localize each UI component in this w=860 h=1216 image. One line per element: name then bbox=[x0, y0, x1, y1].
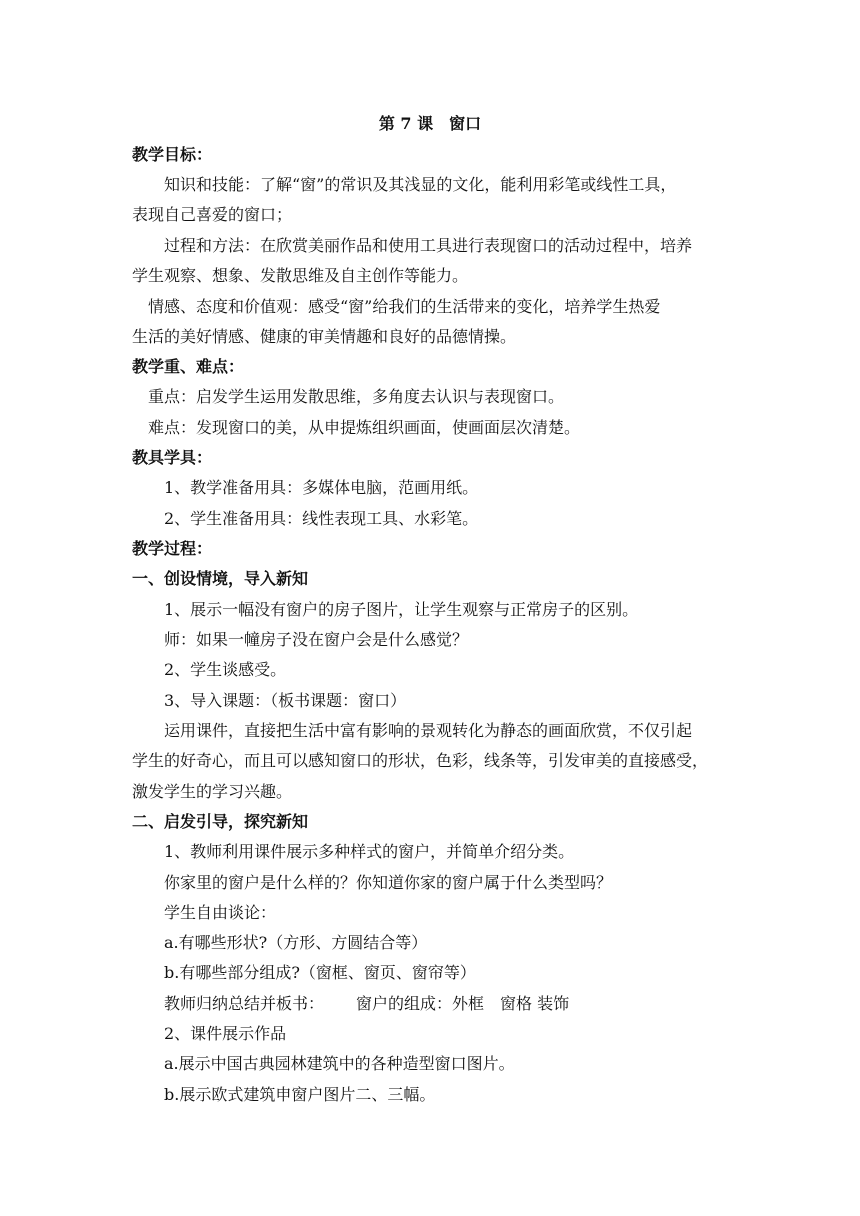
paragraph-line: 你家里的窗户是什么样的？你知道你家的窗户属于什么类型吗？ bbox=[164, 873, 613, 892]
paragraph-line: 师：如果一幢房子没在窗户会是什么感觉？ bbox=[164, 630, 469, 649]
paragraph-line: 学生的好奇心，而且可以感知窗口的形状，色彩，线条等，引发审美的直接感受， bbox=[132, 751, 709, 770]
paragraph-line bbox=[164, 994, 764, 1014]
list-item: a.有哪些形状?（方形、方圆结合等） bbox=[164, 933, 428, 952]
list-item: 2、学生谈感受。 bbox=[164, 660, 287, 679]
list-item: 2、学生准备用具：线性表现工具、水彩笔。 bbox=[164, 509, 479, 528]
list-item: a.展示中国古典园林建筑中的各种造型窗口图片。 bbox=[164, 1054, 515, 1073]
list-item: 1、教师利用课件展示多种样式的窗户，并简单介绍分类。 bbox=[164, 842, 575, 861]
paragraph-line: 情感、态度和价值观：感受“窗”给我们的生活带来的变化，培养学生热爱 bbox=[148, 297, 661, 316]
section-heading-objectives: 教学目标： bbox=[132, 145, 213, 164]
paragraph-line: 生活的美好情感、健康的审美情趣和良好的品德情操。 bbox=[132, 327, 517, 346]
paragraph-line: 重点：启发学生运用发散思维，多角度去认识与表现窗口。 bbox=[148, 387, 565, 406]
paragraph-line: 难点：发现窗口的美，从申提炼组织画面，使画面层次清楚。 bbox=[148, 418, 581, 437]
list-item: b.展示欧式建筑申窗户图片二、三幅。 bbox=[164, 1085, 436, 1104]
paragraph-line: 学生自由谈论： bbox=[164, 903, 277, 922]
paragraph-line: 表现自己喜爱的窗口； bbox=[132, 205, 293, 224]
lesson-title: 第 7 课 窗口 bbox=[378, 114, 482, 133]
paragraph-line: 运用课件，直接把生活中富有影响的景观转化为静态的画面欣赏，不仅引起 bbox=[164, 721, 693, 740]
paragraph-line: 激发学生的学习兴趣。 bbox=[132, 782, 293, 801]
section-heading-tools: 教具学具： bbox=[132, 448, 213, 467]
list-item: 3、导入课题：（板书课题：窗口） bbox=[164, 691, 407, 710]
section-heading-process: 教学过程： bbox=[132, 539, 213, 558]
paragraph-line: 过程和方法：在欣赏美丽作品和使用工具进行表现窗口的活动过程中，培养 bbox=[164, 236, 693, 255]
list-item: 2、课件展示作品 bbox=[164, 1024, 287, 1043]
subsection-heading-1: 一、创设情境，导入新知 bbox=[132, 569, 309, 588]
paragraph-line: 学生观察、想象、发散思维及自主创作等能力。 bbox=[132, 266, 469, 285]
board-summary-content: 窗户的组成：外框 窗格 装饰 bbox=[356, 994, 570, 1013]
list-item: 1、教学准备用具：多媒体电脑，范画用纸。 bbox=[164, 478, 479, 497]
board-summary-label: 教师归纳总结并板书： bbox=[164, 994, 325, 1013]
list-item: b.有哪些部分组成?（窗框、窗页、窗帘等） bbox=[164, 963, 476, 982]
list-item: 1、展示一幅没有窗户的房子图片，让学生观察与正常房子的区别。 bbox=[164, 600, 639, 619]
subsection-heading-2: 二、启发引导，探究新知 bbox=[132, 812, 309, 831]
paragraph-line: 知识和技能：了解“窗”的常识及其浅显的文化，能利用彩笔或线性工具， bbox=[164, 175, 677, 194]
section-heading-key-points: 教学重、难点： bbox=[132, 357, 245, 376]
